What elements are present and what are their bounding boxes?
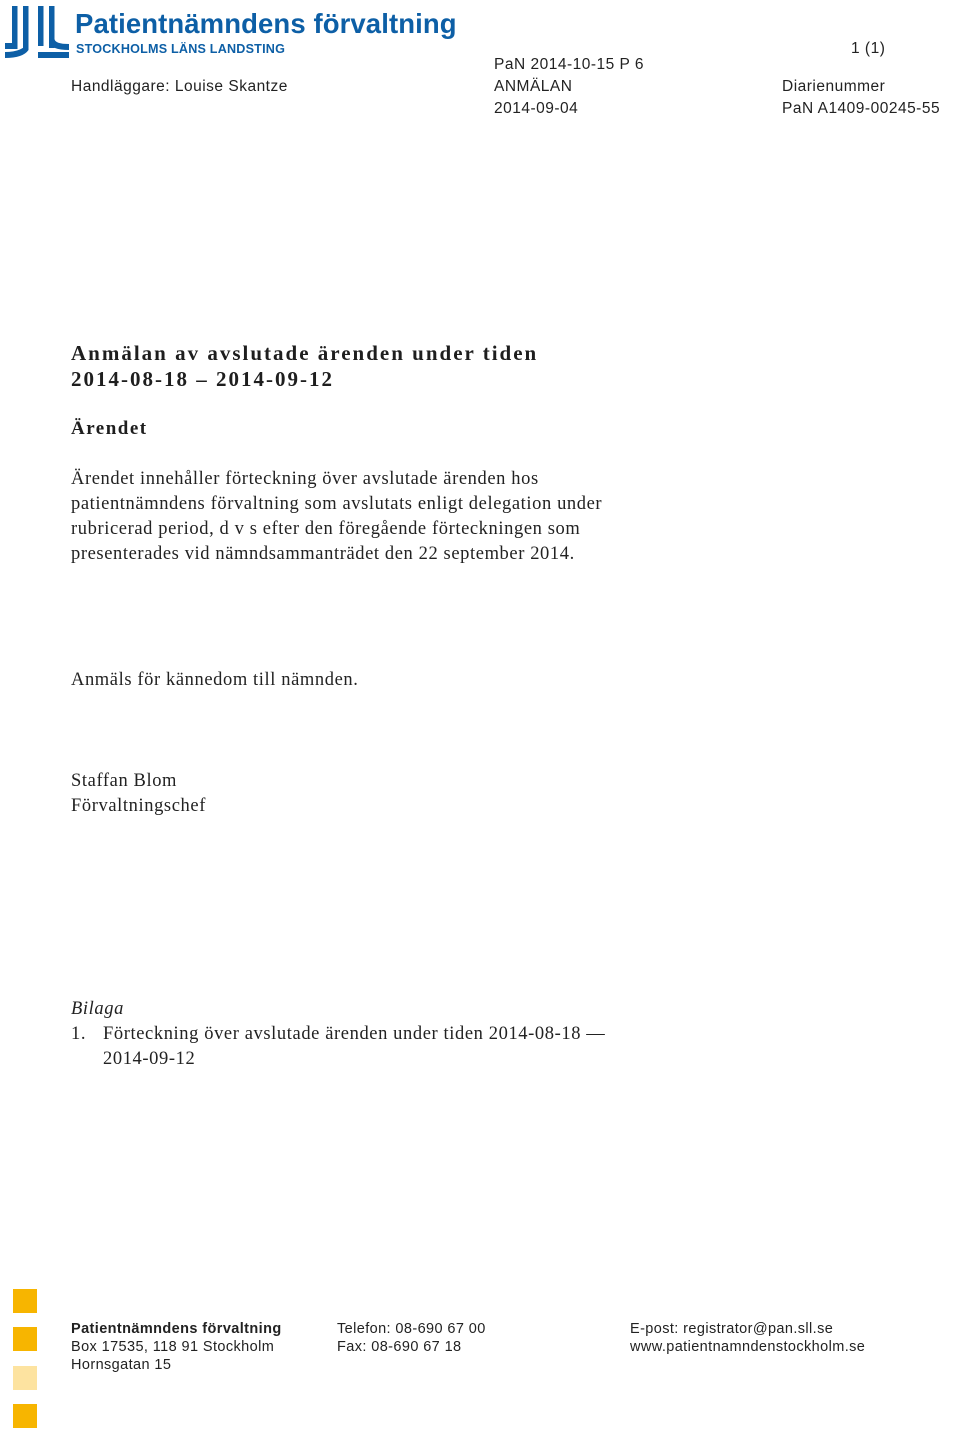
body-line: presenterades vid nämndsammanträdet den 22 september 2014. — [71, 544, 575, 564]
footer-square-icon — [13, 1289, 37, 1313]
attachment-number: 1. — [71, 1024, 87, 1044]
attachment-label: Bilaga — [71, 999, 124, 1019]
organization-logo — [5, 6, 485, 62]
footer-address-line-1: Box 17535, 118 91 Stockholm — [71, 1339, 275, 1355]
handler-label: Handläggare: Louise Skantze — [71, 78, 288, 95]
logo-subtitle: STOCKHOLMS LÄNS LANDSTING — [76, 42, 286, 56]
body-line: patientnämndens förvaltning som avslutats enligt delegation under — [71, 494, 603, 514]
signatory-title: Förvaltningschef — [71, 796, 206, 816]
document-date: 2014-09-04 — [494, 100, 579, 117]
footer-org-name: Patientnämndens förvaltning — [71, 1321, 282, 1337]
page-number: 1 (1) — [851, 40, 886, 57]
body-line: Ärendet innehåller förteckning över avslutade ärenden hos — [71, 469, 539, 489]
footer-email-link[interactable]: E-post: registrator@pan.sll.se — [630, 1321, 834, 1337]
footer-square-icon — [13, 1404, 37, 1428]
sll-logo-icon — [5, 6, 69, 58]
logo-title: Patientnämndens förvaltning — [75, 8, 457, 39]
notice-text: Anmäls för kännedom till nämnden. — [71, 670, 359, 690]
document-title-line-2: 2014-08-18 – 2014-09-12 — [71, 367, 334, 391]
meeting-reference: PaN 2014-10-15 P 6 — [494, 56, 645, 73]
signatory-name: Staffan Blom — [71, 771, 178, 791]
footer-fax: Fax: 08-690 67 18 — [337, 1339, 462, 1355]
body-paragraph — [71, 467, 691, 567]
diary-number: PaN A1409-00245-55 — [782, 100, 941, 117]
section-heading: Ärendet — [71, 418, 148, 439]
attachment-line-1: Förteckning över avslutade ärenden under tiden 2014-08-18 — — [103, 1024, 606, 1044]
footer-address-line-2: Hornsgatan 15 — [71, 1357, 172, 1373]
body-line: rubricerad period, d v s efter den föregående förteckningen som — [71, 519, 581, 539]
document-title-line-1: Anmälan av avslutade ärenden under tiden — [71, 341, 539, 365]
diary-label: Diarienummer — [782, 78, 886, 95]
footer-phone: Telefon: 08-690 67 00 — [337, 1321, 486, 1337]
footer-square-icon — [13, 1366, 37, 1390]
footer-website-link[interactable]: www.patientnamndenstockholm.se — [630, 1339, 866, 1355]
document-type: ANMÄLAN — [494, 78, 573, 95]
attachment-line-2: 2014-09-12 — [103, 1049, 196, 1069]
footer-square-icon — [13, 1327, 37, 1351]
